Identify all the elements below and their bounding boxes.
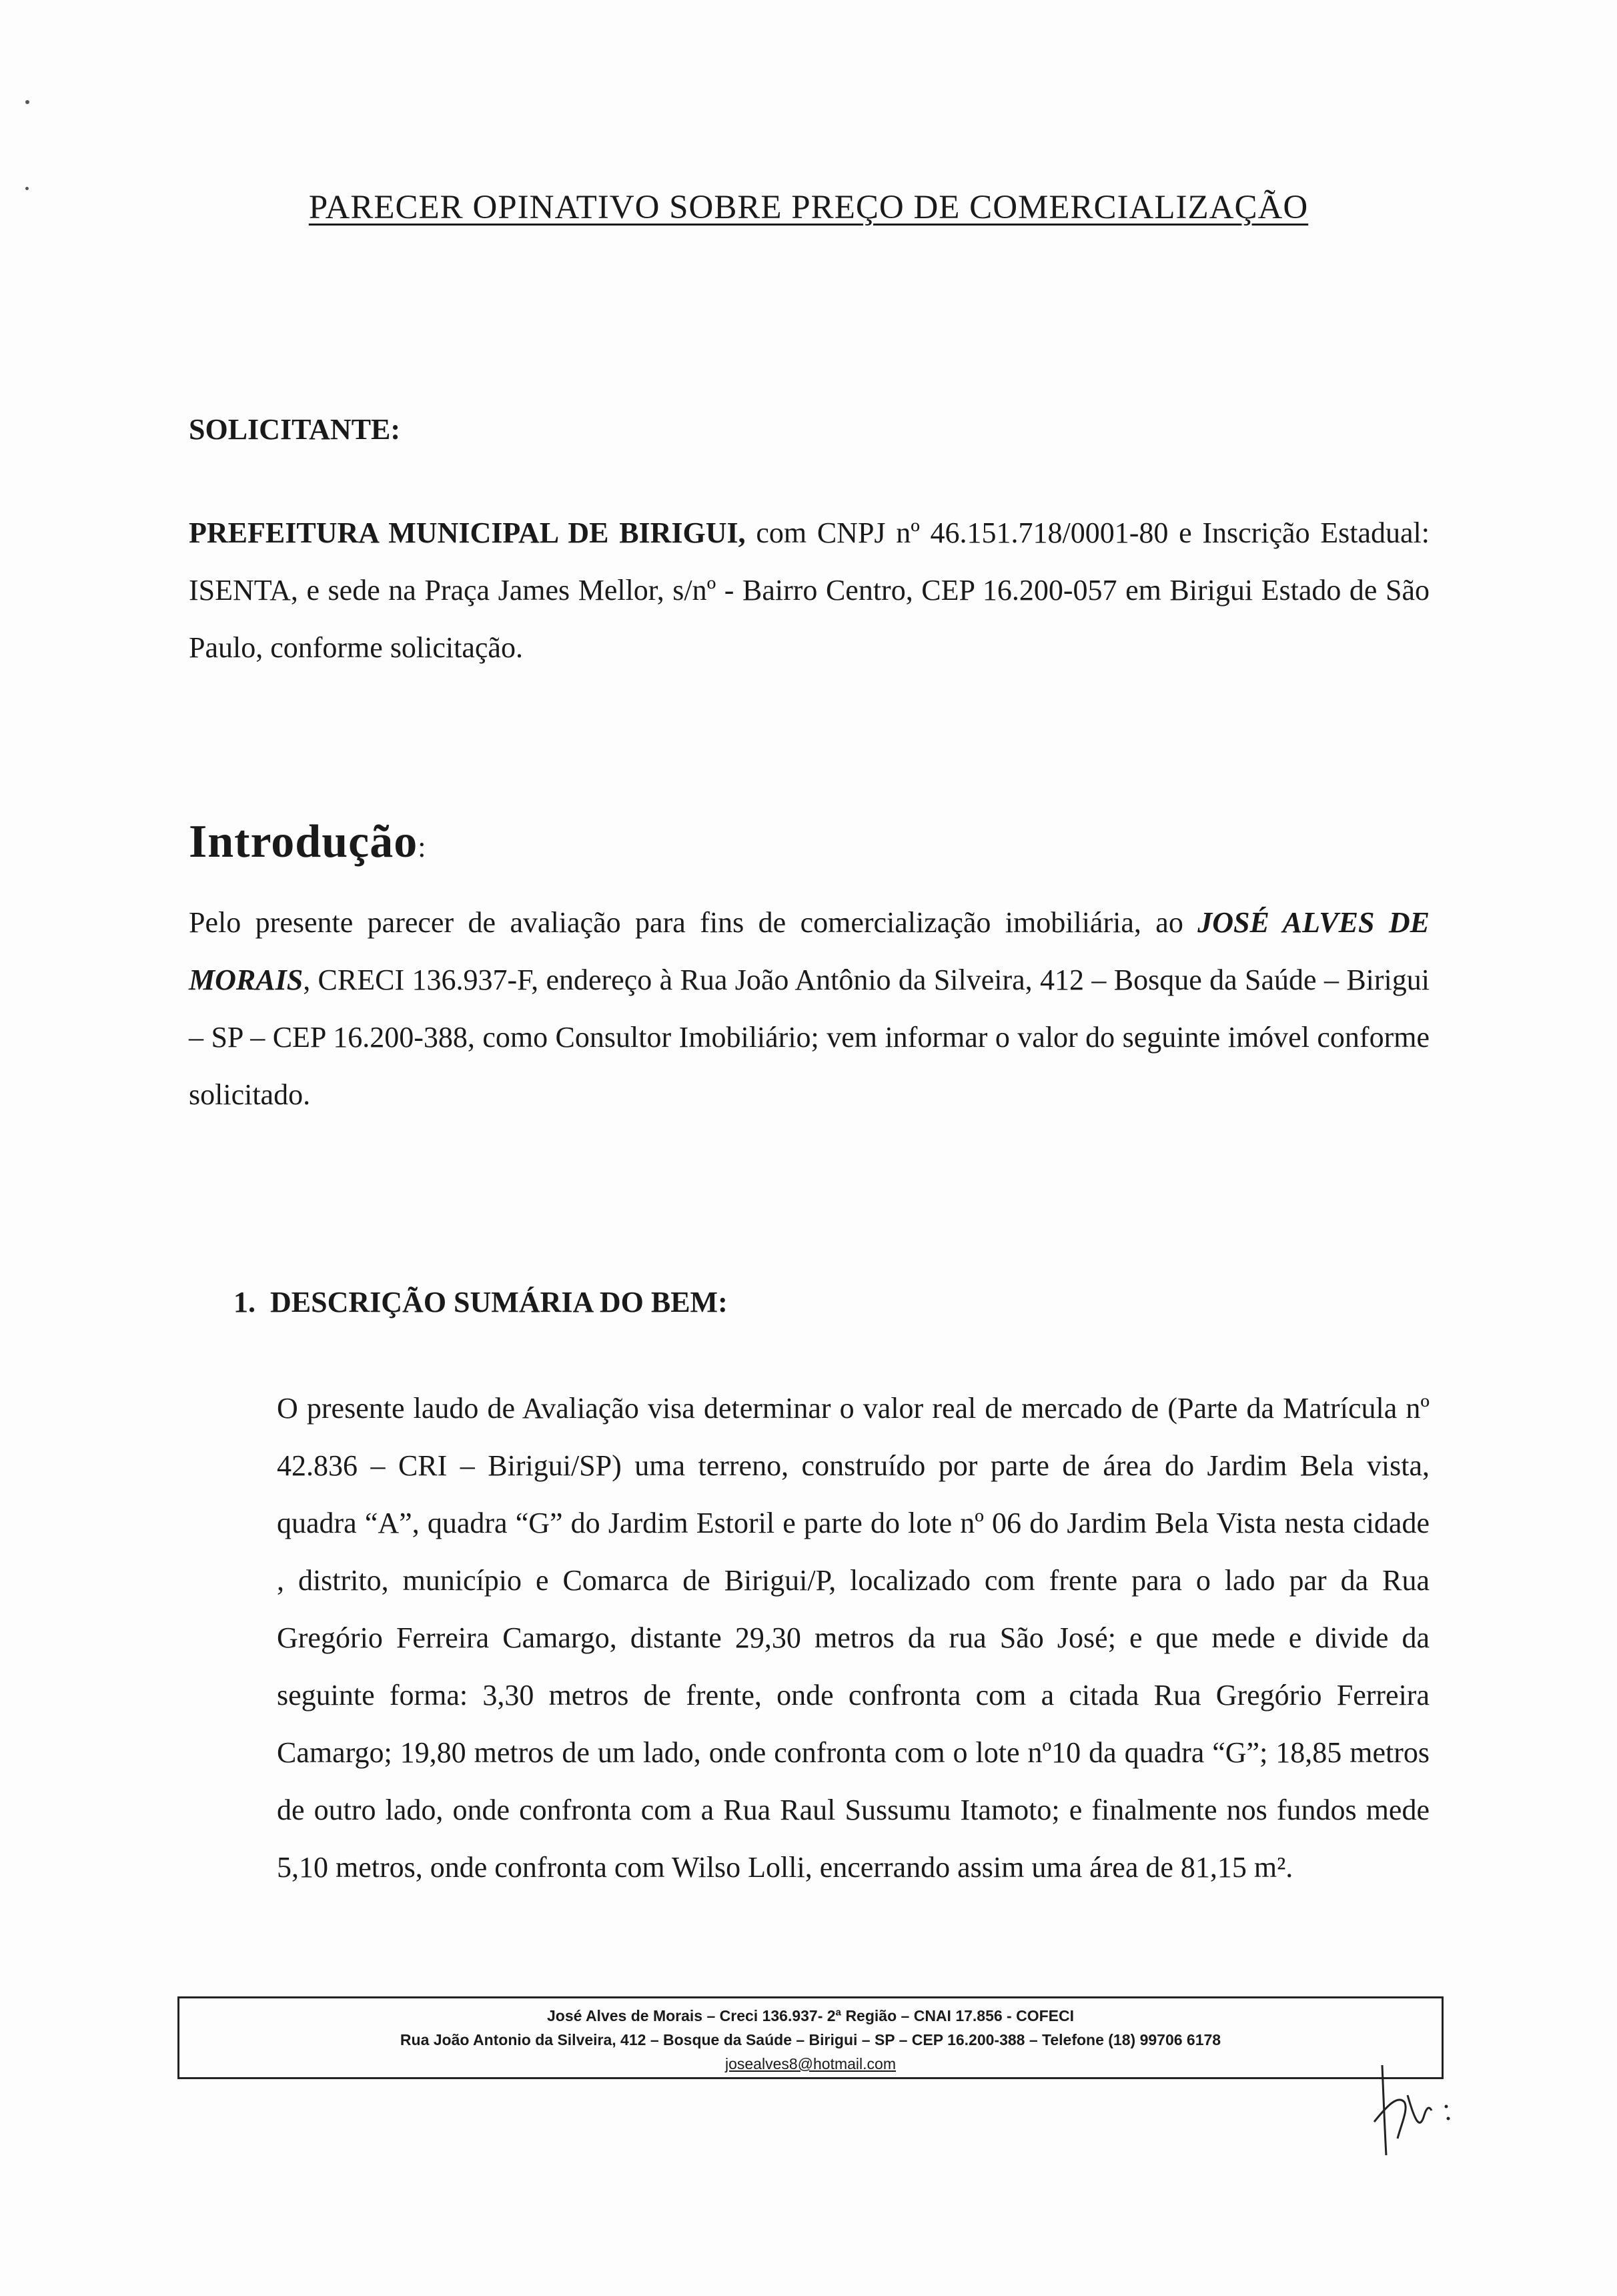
footer-line-1: José Alves de Morais – Creci 136.937- 2ª Região – CNAI 17.856 - COFECI xyxy=(546,2007,1074,2024)
introducao-text-before: Pelo presente parecer de avaliação para fins de comercialização imobiliária, ao xyxy=(189,906,1198,939)
footer-line-2: Rua João Antonio da Silveira, 412 – Bosque da Saúde – Birigui – SP – CEP 16.200-388 – Telefone (18) 99706 6178 xyxy=(400,2031,1221,2048)
scan-speck xyxy=(25,100,29,104)
solicitante-label: SOLICITANTE: xyxy=(189,413,401,446)
signature-mark xyxy=(1368,2058,1461,2159)
footer-box xyxy=(177,1996,1444,2079)
document-title: PARECER OPINATIVO SOBRE PREÇO DE COMERCIALIZAÇÃO xyxy=(308,189,1309,226)
solicitante-entity: PREFEITURA MUNICIPAL DE BIRIGUI, xyxy=(189,516,746,549)
introducao-colon: : xyxy=(418,831,427,863)
introducao-paragraph xyxy=(189,894,1430,1124)
footer-email[interactable]: josealves8@hotmail.com xyxy=(724,2055,896,2072)
introducao-text-after: , CRECI 136.937-F, endereço à Rua João Antônio da Silveira, 412 – Bosque da Saúde – Birigui – SP – CEP 16.200-388, como Consultor Imobiliário; vem informar o valor do seguinte imóvel conforme solicitado. xyxy=(189,964,1430,1111)
introducao-heading xyxy=(189,815,426,869)
solicitante-text: com CNPJ nº 46.151.718/0001-80 e Inscrição Estadual: ISENTA, e sede na Praça James Mellor, s/nº - Bairro Centro, CEP 16.200-057 em Birigui Estado de São Paulo, conforme solicitação. xyxy=(189,516,1430,664)
introducao-name: JOSÉ ALVES DE MORAIS xyxy=(189,906,1430,996)
solicitante-paragraph xyxy=(189,504,1430,677)
section1-heading: 1. DESCRIÇÃO SUMÁRIA DO BEM: xyxy=(233,1286,728,1318)
introducao-title: Introdução xyxy=(189,816,418,867)
section1-paragraph: O presente laudo de Avaliação visa determinar o valor real de mercado de (Parte da Matrícula nº 42.836 – CRI – Birigui/SP) uma terreno, construído por parte de área do Jardim Bela vista, quadra “A”, quadra “G” do Jardim Estoril e parte do lote nº 06 do Jardim Bela Vista nesta cidade , distrito, município e Comarca de Birigui/P, localizado com frente para o lado par da Rua Gregório Ferreira Camargo, distante 29,30 metros da rua São José; e que mede e divide da seguinte forma: 3,30 metros de frente, onde confronta com a citada Rua Gregório Ferreira Camargo; 19,80 metros de um lado, onde confronta com o lote nº10 da quadra “G”; 18,85 metros de outro lado, onde confronta com a Rua Raul Sussumu Itamoto; e finalmente nos fundos mede 5,10 metros, onde confronta com Wilso Lolli, encerrando assim uma área de 81,15 m². xyxy=(277,1392,1430,1884)
